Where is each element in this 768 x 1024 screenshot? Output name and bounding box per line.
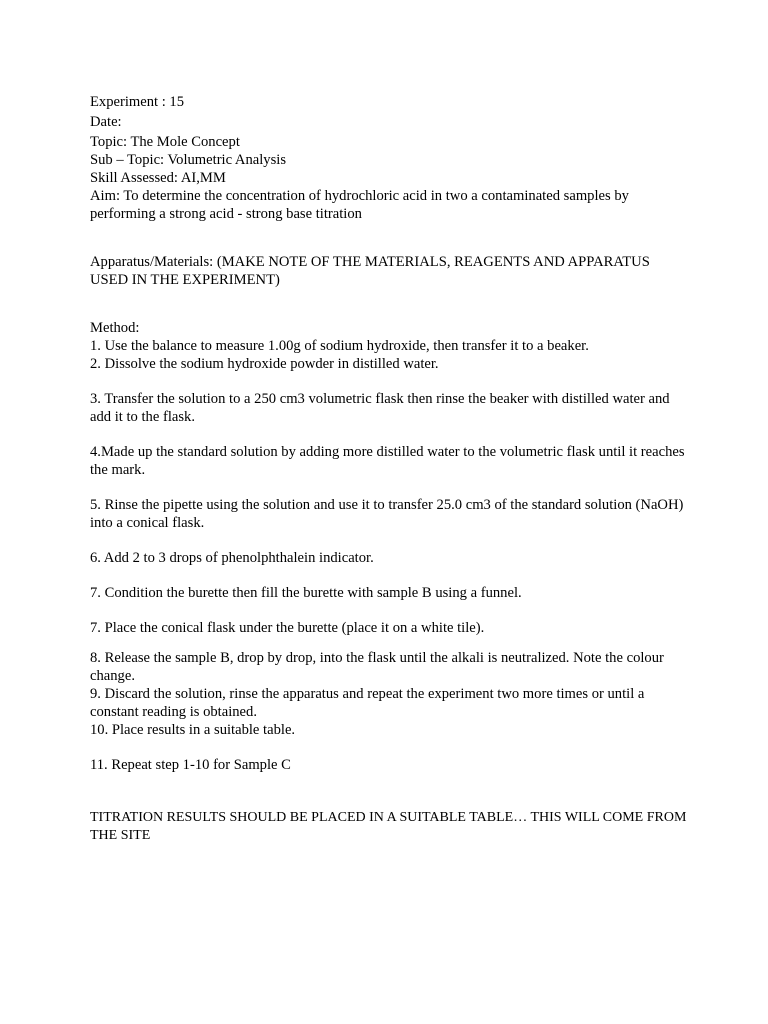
- titration-results-note: TITRATION RESULTS SHOULD BE PLACED IN A SUITABLE TABLE… THIS WILL COME FROM THE SITE: [90, 810, 687, 843]
- method-step: 2. Dissolve the sodium hydroxide powder in distilled water.: [90, 356, 439, 372]
- method-step: 7. Place the conical flask under the burette (place it on a white tile).: [90, 620, 485, 636]
- aim: Aim: To determine the concentration of hydrochloric acid in two a contaminated samples by performing a strong acid - strong base titration: [90, 188, 629, 222]
- topic: Topic: The Mole Concept: [90, 134, 240, 150]
- method-step: 7. Condition the burette then fill the burette with sample B using a funnel.: [90, 585, 522, 601]
- method-step: 9. Discard the solution, rinse the apparatus and repeat the experiment two more times or until a constant reading is obtained.: [90, 686, 645, 720]
- method-step: 6. Add 2 to 3 drops of phenolphthalein indicator.: [90, 550, 374, 566]
- method-step: 10. Place results in a suitable table.: [90, 722, 296, 738]
- method-step: 4.Made up the standard solution by adding more distilled water to the volumetric flask until it reaches the mark.: [90, 444, 685, 478]
- method-step: 3. Transfer the solution to a 250 cm3 volumetric flask then rinse the beaker with distilled water and add it to the flask.: [90, 391, 670, 425]
- method-step: 8. Release the sample B, drop by drop, into the flask until the alkali is neutralized. Note the colour change.: [90, 650, 664, 684]
- method-step: 1. Use the balance to measure 1.00g of sodium hydroxide, then transfer it to a beaker.: [90, 338, 589, 354]
- method-step: 5. Rinse the pipette using the solution and use it to transfer 25.0 cm3 of the standard solution (NaOH) into a conical flask.: [90, 497, 684, 531]
- subtopic: Sub – Topic: Volumetric Analysis: [90, 152, 287, 168]
- experiment-number: Experiment : 15: [90, 94, 185, 110]
- date-label: Date:: [90, 114, 122, 130]
- skill-assessed: Skill Assessed: AI,MM: [90, 170, 226, 186]
- apparatus-note: Apparatus/Materials: (MAKE NOTE OF THE MATERIALS, REAGENTS AND APPARATUS USED IN THE EXPERIMENT): [90, 254, 650, 288]
- document-page: [90, 93, 690, 845]
- method-step: 11. Repeat step 1-10 for Sample C: [90, 757, 291, 773]
- method-heading: Method:: [90, 320, 140, 336]
